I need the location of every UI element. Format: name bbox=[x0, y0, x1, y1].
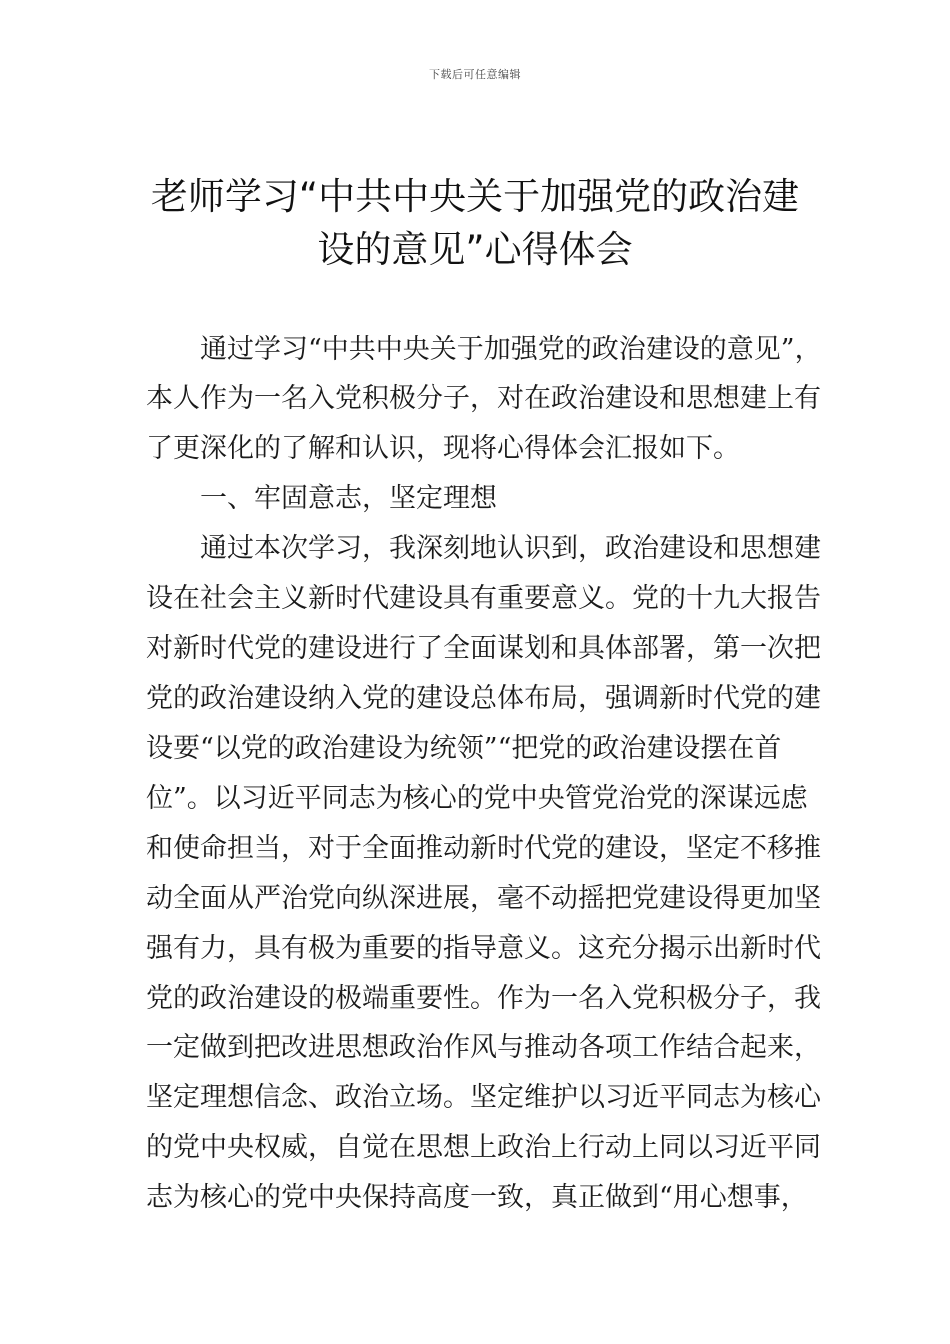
body-line: 设在社会主义新时代建设具有重要意义。党的十九大报告 bbox=[146, 583, 821, 614]
body-line: 设要“以党的政治建设为统领”“把党的政治建设摆在首 bbox=[146, 733, 782, 764]
body-line: 坚定理想信念、政治立场。坚定维护以习近平同志为核心 bbox=[146, 1082, 821, 1113]
body-line: 对新时代党的建设进行了全面谋划和具体部署，第一次把 bbox=[146, 633, 821, 664]
header-note: 下载后可任意编辑 bbox=[429, 68, 521, 81]
section-heading: 一、牢固意志，坚定理想 bbox=[146, 483, 497, 514]
body-line: 的党中央权威，自觉在思想上政治上行动上同以习近平同 bbox=[146, 1132, 821, 1163]
body-line: 通过本次学习，我深刻地认识到，政治建设和思想建 bbox=[146, 533, 821, 564]
body-line: 一定做到把改进思想政治作风与推动各项工作结合起来， bbox=[146, 1032, 821, 1063]
body-line: 位”。以习近平同志为核心的党中央管党治党的深谋远虑 bbox=[146, 783, 808, 814]
title-line-2: 设的意见”心得体会 bbox=[317, 228, 633, 271]
page-title bbox=[120, 170, 830, 276]
body-line: 和使命担当，对于全面推动新时代党的建设，坚定不移推 bbox=[146, 833, 821, 864]
body-line: 通过学习“中共中央关于加强党的政治建设的意见”， bbox=[146, 334, 822, 365]
body-line: 本人作为一名入党积极分子，对在政治建设和思想建上有 bbox=[146, 383, 821, 414]
body-line: 强有力，具有极为重要的指导意义。这充分揭示出新时代 bbox=[146, 933, 821, 964]
body-line: 了更深化的了解和认识，现将心得体会汇报如下。 bbox=[146, 433, 740, 464]
body-line: 志为核心的党中央保持高度一致，真正做到“用心想事， bbox=[146, 1182, 808, 1213]
title-line-1: 老师学习“中共中央关于加强党的政治建 bbox=[150, 175, 800, 218]
body-line: 党的政治建设纳入党的建设总体布局，强调新时代党的建 bbox=[146, 683, 821, 714]
body-line: 动全面从严治党向纵深进展，毫不动摇把党建设得更加坚 bbox=[146, 883, 821, 914]
body-line: 党的政治建设的极端重要性。作为一名入党积极分子，我 bbox=[146, 983, 821, 1014]
